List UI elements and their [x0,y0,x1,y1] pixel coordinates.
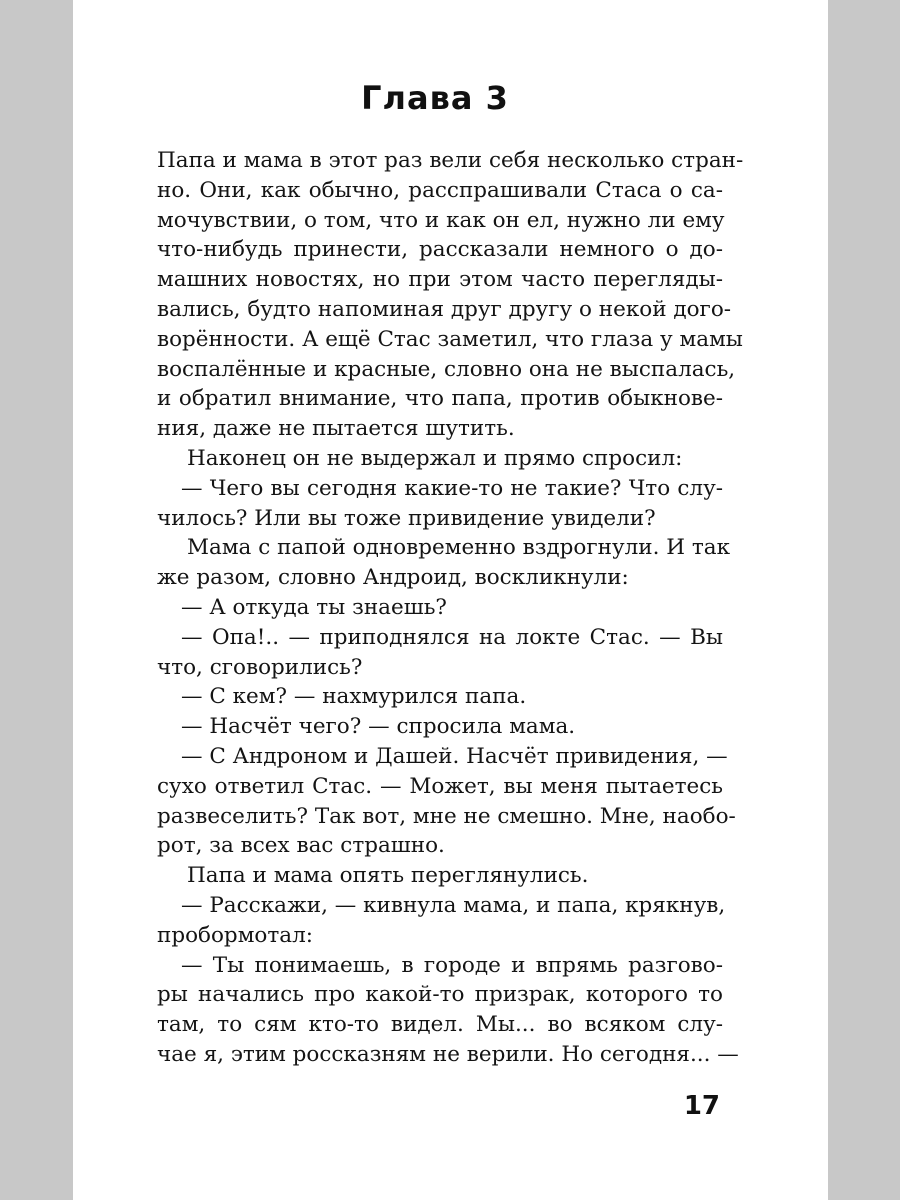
text-line: но. Они, как обычно, расспрашивали Стаса о са- [157,177,723,203]
text-line: — Расскажи, — кивнула мама, и папа, крякнув, [181,892,726,918]
body-text [157,146,744,1070]
text-line: машних новостях, но при этом часто перегляды- [157,267,723,293]
text-line: же разом, словно Андроид, воскликнули: [157,565,629,591]
text-line: Наконец он не выдержал и прямо спросил: [187,445,683,471]
text-line: — Чего вы сегодня какие-то не такие? Что слу- [181,475,723,501]
text-line: чае я, этим россказням не верили. Но сегодня... — [157,1041,739,1067]
text-line: пробормотал: [157,922,313,948]
page-number: 17 [683,1091,720,1121]
text-line: — А откуда ты знаешь? [181,594,447,620]
text-line: рот, за всех вас страшно. [157,833,445,859]
text-line: — Ты понимаешь, в городе и впрямь разгово- [181,952,723,978]
text-line: сухо ответил Стас. — Может, вы меня пытаетесь [157,773,723,799]
text-line: что-нибудь принести, рассказали немного о до- [157,237,723,263]
text-line: Мама с папой одновременно вздрогнули. И так [187,535,731,561]
text-line: — Насчёт чего? — спросила мама. [181,714,576,740]
text-line: — С Андроном и Дашей. Насчёт привидения, — [181,743,728,769]
text-line: — С кем? — нахмурился папа. [181,684,527,710]
text-line: ворённости. А ещё Стас заметил, что глаза у мамы [157,326,743,352]
text-line: ры начались про какой-то призрак, которого то [157,982,723,1008]
text-line: ния, даже не пытается шутить. [157,416,515,442]
chapter-title: Глава 3 [361,79,509,117]
text-line: вались, будто напоминая друг другу о некой дого- [157,296,732,322]
text-line: Папа и мама в этот раз вели себя несколько стран- [157,148,744,173]
text-line: чилось? Или вы тоже привидение увидели? [157,505,656,531]
text-line: что, сговорились? [157,654,363,680]
text-line: Папа и мама опять переглянулись. [187,863,589,889]
text-line: там, то сям кто-то видел. Мы... во всяком слу- [157,1012,723,1038]
text-line: мочувствии, о том, что и как он ел, нужно ли ему [157,207,725,233]
text-line: воспалённые и красные, словно она не выспалась, [157,356,736,382]
text-line: и обратил внимание, что папа, против обыкнове- [157,386,723,412]
text-line: развеселить? Так вот, мне не смешно. Мне, наобо- [157,803,736,829]
text-line: — Опа!.. — приподнялся на локте Стас. — Вы [181,624,723,650]
